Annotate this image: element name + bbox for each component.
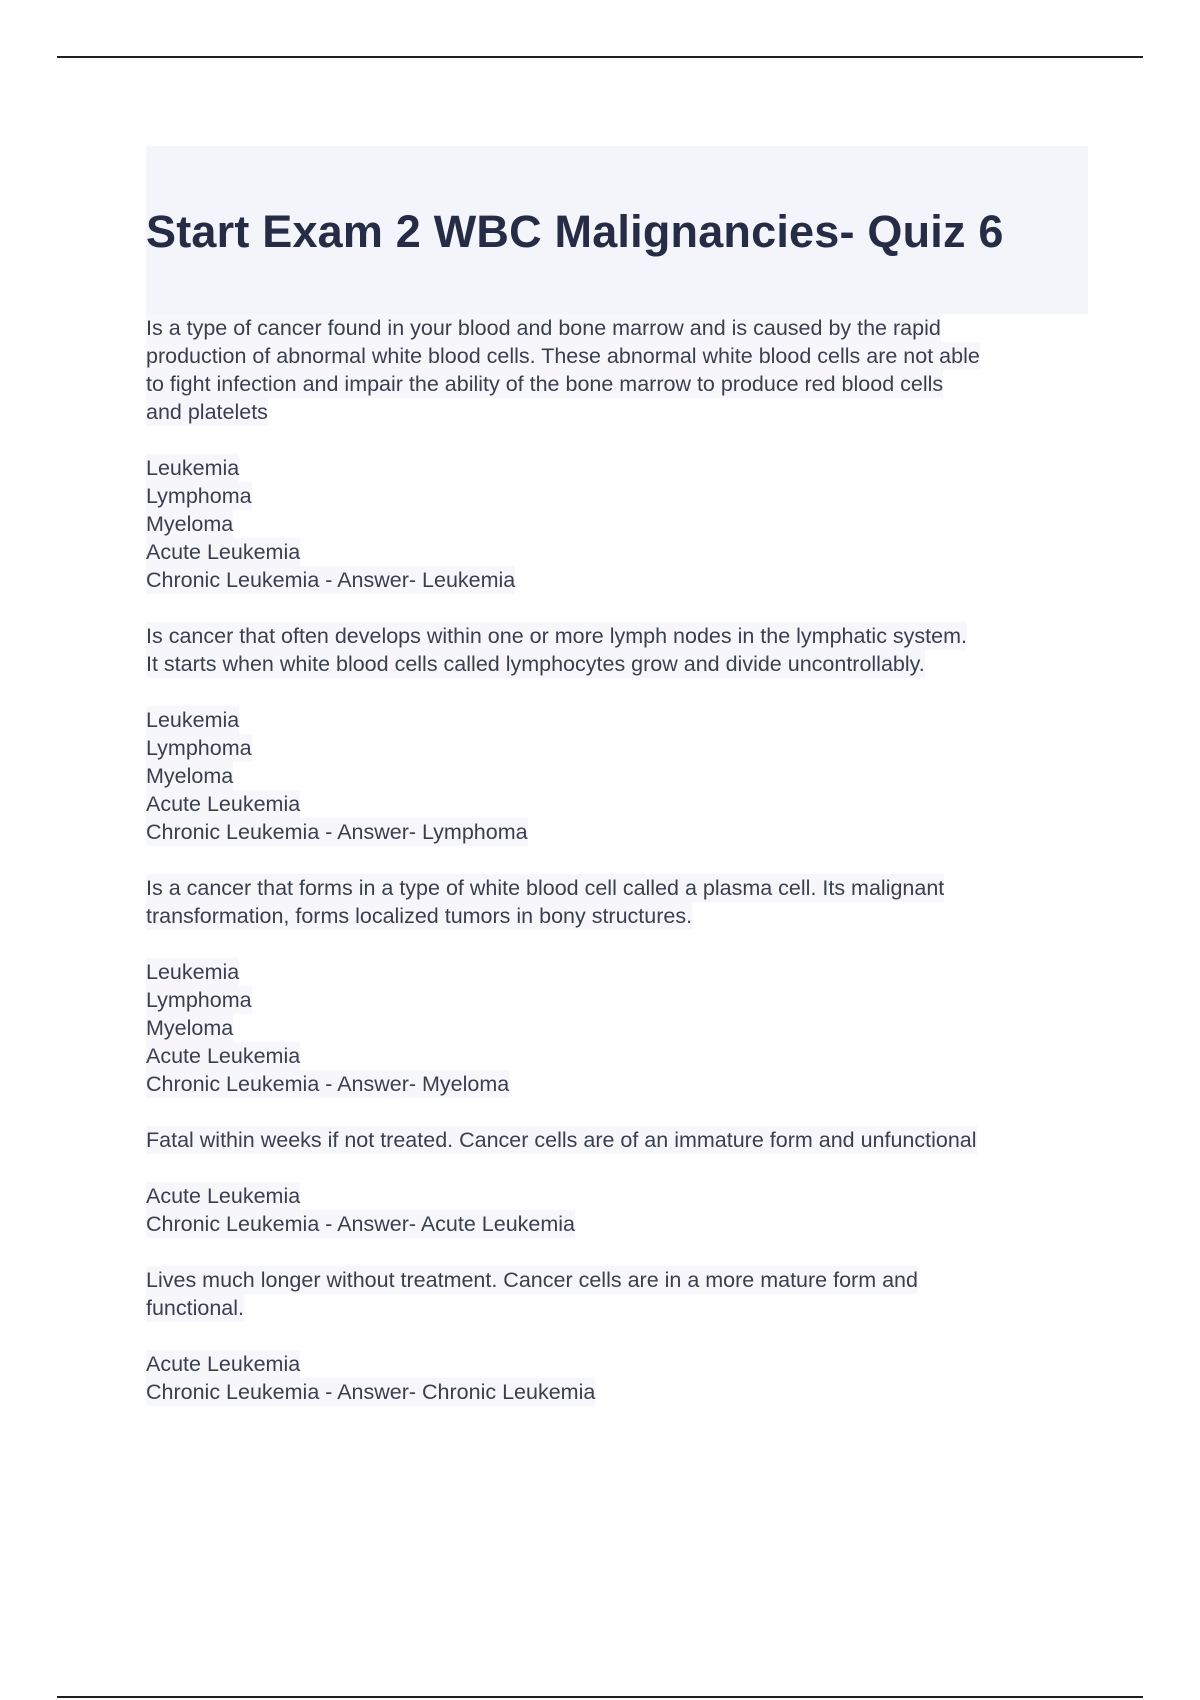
question-line: Lives much longer without treatment. Cancer cells are in a more mature form and — [146, 1268, 918, 1292]
answer-options — [146, 454, 1088, 594]
option-line: Acute Leukemia — [146, 1044, 301, 1068]
option-line: Myeloma — [146, 1016, 234, 1040]
question-item — [146, 1126, 1088, 1238]
option-line: Leukemia — [146, 960, 240, 984]
question-line: It starts when white blood cells called lymphocytes grow and divide uncontrollably. — [146, 652, 925, 676]
option-line: Lymphoma — [146, 988, 252, 1012]
option-line: Acute Leukemia — [146, 1352, 301, 1376]
answer-line: Chronic Leukemia - Answer- Myeloma — [146, 1072, 510, 1096]
question-line: transformation, forms localized tumors in bony structures. — [146, 904, 693, 928]
answer-options — [146, 958, 1088, 1098]
question-line: Is cancer that often develops within one or more lymph nodes in the lymphatic system. — [146, 624, 967, 648]
option-line: Myeloma — [146, 764, 234, 788]
question-line: production of abnormal white blood cells. These abnormal white blood cells are not able — [146, 344, 980, 368]
question-item — [146, 622, 1088, 846]
question-text — [146, 622, 1088, 678]
question-item — [146, 314, 1088, 594]
top-rule — [57, 56, 1143, 58]
question-line: and platelets — [146, 400, 268, 424]
question-item — [146, 874, 1088, 1098]
answer-line: Chronic Leukemia - Answer- Lymphoma — [146, 820, 528, 844]
answer-options — [146, 1182, 1088, 1238]
option-line: Acute Leukemia — [146, 1184, 301, 1208]
answer-line: Chronic Leukemia - Answer- Chronic Leukemia — [146, 1380, 596, 1404]
document-body — [146, 146, 1088, 1406]
question-text — [146, 874, 1088, 930]
question-line: Is a cancer that forms in a type of white blood cell called a plasma cell. Its malignant — [146, 876, 945, 900]
question-line: to fight infection and impair the ability of the bone marrow to produce red blood cells — [146, 372, 944, 396]
question-text — [146, 1266, 1088, 1322]
answer-options — [146, 706, 1088, 846]
option-line: Lymphoma — [146, 736, 252, 760]
option-line: Myeloma — [146, 512, 234, 536]
answer-line: Chronic Leukemia - Answer- Acute Leukemia — [146, 1212, 576, 1236]
option-line: Acute Leukemia — [146, 540, 301, 564]
title-block — [146, 146, 1088, 314]
question-text — [146, 1126, 1088, 1154]
bottom-rule — [57, 1696, 1143, 1698]
question-text — [146, 314, 1088, 426]
answer-line: Chronic Leukemia - Answer- Leukemia — [146, 568, 516, 592]
answer-options — [146, 1350, 1088, 1406]
question-line: Is a type of cancer found in your blood and bone marrow and is caused by the rapid — [146, 316, 941, 340]
question-line: functional. — [146, 1296, 245, 1320]
option-line: Leukemia — [146, 456, 240, 480]
question-item — [146, 1266, 1088, 1406]
question-list — [146, 314, 1088, 1406]
option-line: Acute Leukemia — [146, 792, 301, 816]
question-line: Fatal within weeks if not treated. Cancer cells are of an immature form and unfunctional — [146, 1128, 977, 1152]
option-line: Leukemia — [146, 708, 240, 732]
option-line: Lymphoma — [146, 484, 252, 508]
page-title: Start Exam 2 WBC Malignancies- Quiz 6 — [146, 206, 1004, 257]
